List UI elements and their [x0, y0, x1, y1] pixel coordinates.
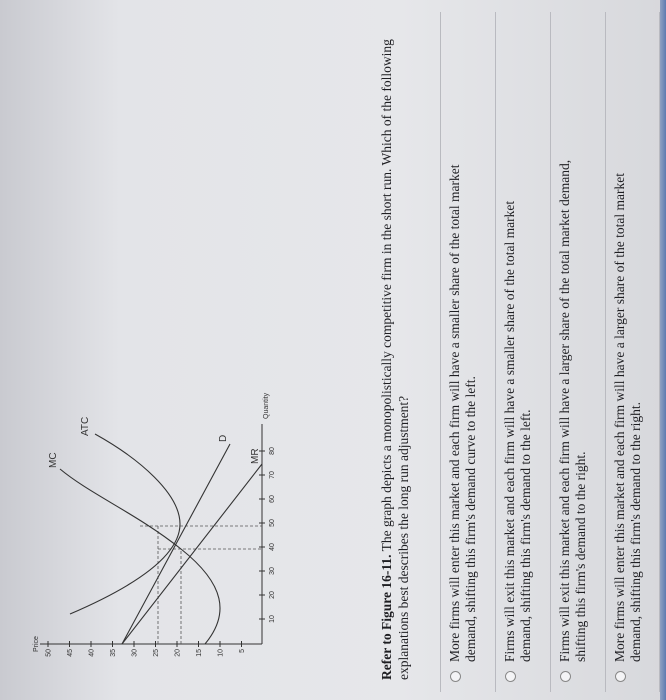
option-line: demand, shifting this firm's demand to the left.: [518, 409, 533, 662]
option-line: Firms will exit this market and each firm will have a smaller share of the total market: [502, 200, 517, 662]
x-tick-label: 60: [269, 495, 276, 503]
y-tick-label: 40: [88, 649, 96, 657]
x-tick-label: 10: [269, 615, 276, 623]
figure-reference: Refer to Figure 16-11.: [379, 554, 394, 680]
answer-options: [440, 12, 660, 692]
x-tick-label: 50: [269, 519, 276, 527]
x-tick-label: 20: [269, 591, 276, 599]
answer-option-2[interactable]: [495, 12, 550, 692]
y-axis-title: Price: [33, 636, 40, 652]
radio-button[interactable]: [505, 671, 516, 682]
x-tick-label: 30: [269, 567, 276, 575]
answer-option-1[interactable]: [440, 12, 495, 692]
y-tick-label: 35: [110, 649, 117, 657]
atc-label: ATC: [80, 416, 91, 436]
radio-button[interactable]: [615, 671, 626, 682]
answer-option-4[interactable]: [605, 12, 660, 692]
cost-curves-graph: [30, 374, 280, 674]
option-line: shifting this firm's demand to the right.: [573, 451, 588, 662]
y-tick-label: 20: [174, 649, 182, 657]
question-text: [378, 20, 412, 680]
y-tick-label: 5: [239, 649, 246, 653]
average-total-cost-curve: [70, 434, 180, 614]
option-line: demand, shifting this firm's demand curve to the left.: [463, 376, 478, 662]
option-line: More firms will enter this market and each firm will have a smaller share of the total market: [447, 164, 462, 662]
x-tick-label: 40: [269, 543, 276, 551]
demand-label: D: [218, 434, 229, 442]
x-tick-label: 70: [269, 471, 276, 479]
y-tick-label: 50: [45, 649, 53, 657]
x-tick-label: 80: [269, 447, 276, 455]
option-line: demand, shifting this firm's demand to the right.: [628, 401, 643, 662]
y-tick-label: 25: [153, 649, 160, 657]
figure-16-11: [30, 374, 280, 674]
y-tick-label: 10: [217, 649, 225, 657]
y-tick-label: 15: [196, 649, 203, 657]
demand-curve: [122, 444, 230, 644]
mc-label: MC: [48, 452, 59, 468]
marginal-cost-curve: [60, 469, 220, 644]
x-axis-title: Quantity: [263, 392, 270, 419]
option-line: Firms will exit this market and each firm will have a larger share of the total market demand,: [557, 159, 572, 662]
marginal-revenue-curve: [122, 464, 262, 644]
answer-option-3[interactable]: [550, 12, 605, 692]
question-body: The graph depicts a monopolistically competitive firm in the short run. Which of the following explanations best describes the long run adjustment?: [379, 39, 411, 680]
mr-label: MR: [250, 448, 261, 464]
radio-button[interactable]: [560, 671, 571, 682]
radio-button[interactable]: [450, 671, 461, 682]
option-line: More firms will enter this market and each firm will have a larger share of the total market: [612, 173, 627, 662]
y-tick-label: 45: [67, 649, 74, 657]
y-tick-label: 30: [131, 649, 139, 657]
